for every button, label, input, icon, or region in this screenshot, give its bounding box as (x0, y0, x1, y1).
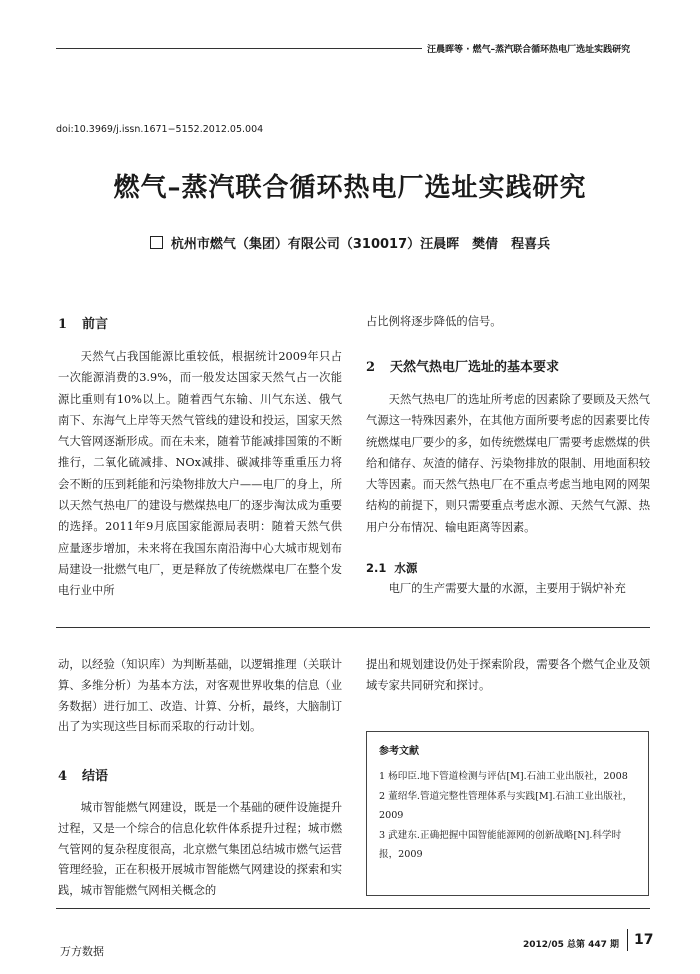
section-4-heading: 4 结语 (58, 769, 109, 784)
section-2-heading: 2 天然气热电厂选址的基本要求 (366, 360, 560, 375)
section-2-paragraph: 天然气热电厂的选址所考虑的因素除了要顾及天然气气源这一特殊因素外，在其他方面所要考虑的因素要比传统燃煤电厂要少的多，如传统燃煤电厂需要考虑燃煤的供给和储存、灰渣的储存、污染物排放的限制、用地面积较大等因素。而天然气热电厂在不重点考虑当地电网的网架结构的前提下，则只需要重点考虑水源、天然气气源、热用户分布情况、输电距离等因素。 (366, 393, 650, 534)
references-box (366, 731, 649, 896)
subsection-2-1-heading: 2.1 水源 (366, 561, 418, 575)
lower-left-text: 动，以经验（知识库）为判断基础，以逻辑推理（关联计算、多维分析）为基本方法，对客观世界收集的信息（业务数据）进行加工、改造、计算、分析，最终，大脑制订出了为实现这些目标而采取的行动计划。 (58, 658, 342, 734)
footer-rule (56, 908, 650, 909)
authors-line (0, 233, 700, 252)
running-title: 汪晨晖等 · 燃气–蒸汽联合循环热电厂选址实践研究 (427, 45, 631, 55)
reference-item: 2 董绍华.管道完整性管理体系与实践[M].石油工业出版社，2009 (379, 790, 633, 821)
section-1-continuation: 占比例将逐步降低的信号。 (366, 315, 502, 328)
section-1-heading: 1 前言 (58, 317, 109, 332)
reference-item: 1 杨印臣.地下管道检测与评估[M].石油工业出版社，2008 (379, 771, 628, 782)
watermark: 万方数据 (60, 945, 104, 958)
square-bullet-icon (150, 236, 163, 249)
authors: 杭州市燃气（集团）有限公司（310017）汪晨晖 樊倩 程喜兵 (170, 237, 551, 252)
section-2-body (366, 389, 650, 538)
subsection-2-1-body: 电厂的生产需要大量的水源，主要用于锅炉补充 (388, 582, 626, 595)
page-number: 17 (634, 932, 654, 948)
footer-separator (627, 929, 628, 951)
article-title: 燃气–蒸汽联合循环热电厂选址实践研究 (113, 173, 587, 203)
section-1-paragraph: 天然气占我国能源比重较低，根据统计2009年只占一次能源消费的3.9%，而一般发达国家天然气占一次能源比重则有10%以上。随着西气东输、川气东送、俄气南下、东海气上岸等天然气管线的建设和投运，国家天然气大管网逐渐形成。而在未来，随着节能减排国策的不断推行，二氧化硫减排、NOx减排、碳减排等重重压力将会不断的压到耗能和污染物排放大户——电厂的身上，所以天然气热电厂的建设与燃煤热电厂的逐步淘汰成为重要的选择。2011年9月底国家能源局表明：随着天然气供应量逐步增加，未来将在我国东南沿海中心大城市规划布局建设一批燃气电厂，更是释放了传统燃煤电厂在整个发电行业中所 (58, 350, 342, 598)
box-separator-rule (56, 627, 650, 628)
doi: doi:10.3969/j.issn.1671−5152.2012.05.004 (56, 124, 264, 135)
section-1-body (58, 346, 342, 602)
reference-item: 3 武建东.正确把握中国智能能源网的创新战略[N].科学时报，2009 (379, 829, 622, 860)
section-4-body: 城市智能燃气网建设，既是一个基础的硬件设施提升过程，又是一个综合的信息化软件体系提升过程；城市燃气管网的复杂程度很高，北京燃气集团总结城市燃气运营管理经验，正在积极开展城市智能燃气网建设的探索和实践，城市智能燃气网相关概念的 (58, 801, 342, 898)
lower-right-text: 提出和规划建设仍处于探索阶段，需要各个燃气企业及领域专家共同研究和探讨。 (366, 658, 650, 692)
issue-info: 2012/05 总第 447 期 (523, 940, 620, 950)
header-rule (56, 48, 422, 49)
references-title: 参考文献 (379, 746, 419, 757)
